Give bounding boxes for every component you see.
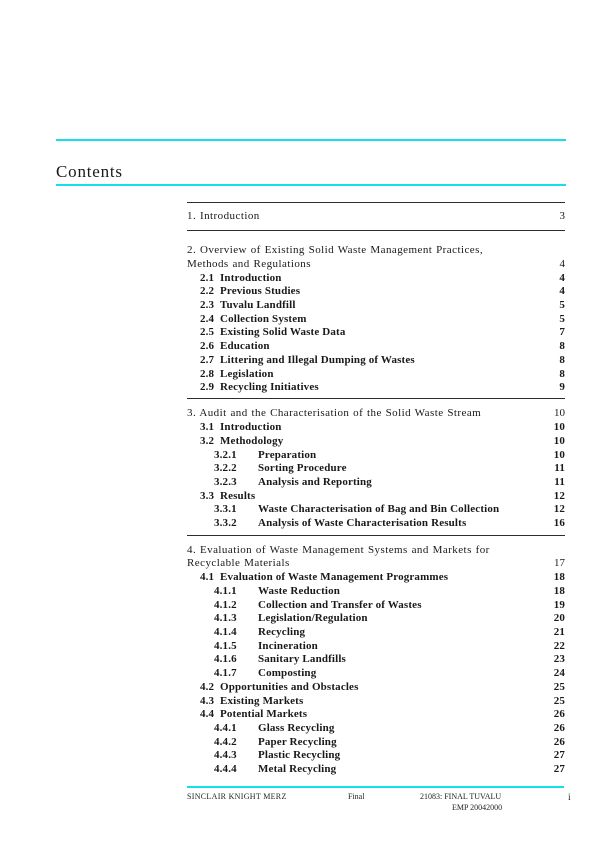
toc-item-title: Education [220, 340, 270, 353]
toc-item-title: Glass Recycling [258, 721, 335, 734]
toc-section-title-row [187, 544, 565, 558]
toc-item-page-number: 20 [553, 612, 565, 625]
toc-item-number: 2.4 [200, 312, 215, 325]
toc-section-title-row [187, 557, 565, 571]
toc-item-number: 4.1.1 [214, 584, 237, 597]
toc-item-page-number: 4 [559, 271, 565, 284]
toc-item [187, 571, 565, 585]
toc-item-title: Paper Recycling [258, 735, 337, 748]
toc-item-page-number: 24 [553, 667, 565, 680]
toc-item-number: 4.1.7 [214, 667, 237, 680]
toc-item-page-number: 18 [553, 571, 565, 584]
toc-section-title: Recyclable Materials [187, 557, 290, 570]
toc-item-title: Sorting Procedure [258, 462, 347, 475]
toc-item-number: 4.1 [200, 571, 215, 584]
toc-item-page-number: 8 [559, 367, 565, 380]
toc-item-number: 4.4.4 [214, 763, 237, 776]
toc-item-number: 2.6 [200, 340, 215, 353]
toc-item-title: Introduction [220, 421, 282, 434]
toc-item [187, 599, 565, 613]
toc-item-title: Waste Reduction [258, 584, 340, 597]
toc-item [187, 326, 565, 340]
toc-item-page-number: 4 [559, 285, 565, 298]
toc-item-number: 4.4.1 [214, 721, 237, 734]
toc-item [187, 517, 565, 531]
toc-item-title: Plastic Recycling [258, 749, 341, 762]
toc-item-title: Recycling [258, 625, 306, 638]
toc-section-title-row [187, 210, 565, 224]
toc-item-number: 3.2 [200, 434, 215, 447]
toc-section-page-number: 4 [559, 257, 565, 270]
toc-item-page-number: 9 [559, 381, 565, 394]
toc-item [187, 421, 565, 435]
toc-item [187, 695, 565, 709]
toc-section [187, 203, 565, 230]
footer-document-status: Final [348, 792, 365, 801]
toc-item [187, 708, 565, 722]
toc-item-title: Collection System [220, 312, 307, 325]
toc-item-number: 3.3 [200, 489, 215, 502]
toc-item-number: 4.2 [200, 680, 215, 693]
toc-item-page-number: 25 [553, 694, 565, 707]
toc-section-title-row [187, 407, 565, 421]
toc-item [187, 626, 565, 640]
toc-item-page-number: 8 [559, 340, 565, 353]
toc-item-number: 3.1 [200, 421, 215, 434]
toc-item-title: Evaluation of Waste Management Programmes [220, 571, 449, 584]
toc-item-title: Existing Solid Waste Data [220, 326, 346, 339]
toc-item-number: 2.1 [200, 271, 215, 284]
toc-item-number: 2.7 [200, 353, 215, 366]
toc-item-title: Opportunities and Obstacles [220, 680, 359, 693]
toc-section-page-number: 17 [554, 557, 565, 570]
toc-section-page-number: 10 [554, 407, 565, 420]
toc-item [187, 736, 565, 750]
toc-item-page-number: 8 [559, 353, 565, 366]
toc-item-page-number: 18 [553, 584, 565, 597]
toc-item-number: 2.3 [200, 299, 215, 312]
toc-item [187, 340, 565, 354]
toc-item-page-number: 21 [553, 625, 565, 638]
page-title: Contents [56, 162, 123, 181]
toc-item-page-number: 16 [553, 517, 565, 530]
toc-item-page-number: 11 [554, 475, 565, 488]
toc-item-number: 4.1.3 [214, 612, 237, 625]
footer-reference-line1: 21083: FINAL TUVALU [420, 792, 502, 801]
toc-item [187, 299, 565, 313]
toc-item-page-number: 10 [553, 434, 565, 447]
toc-item-title: Incineration [258, 639, 318, 652]
toc-item-page-number: 12 [553, 503, 565, 516]
toc-section-page-number: 3 [559, 209, 565, 222]
toc-item [187, 285, 565, 299]
toc-item [187, 381, 565, 395]
footer-document-reference [420, 792, 502, 813]
toc-item-page-number: 23 [553, 653, 565, 666]
toc-item-page-number: 26 [553, 708, 565, 721]
toc-item-page-number: 26 [553, 735, 565, 748]
toc-item-title: Results [220, 489, 256, 502]
toc-section [187, 544, 565, 777]
toc-divider-rule [187, 398, 565, 399]
toc-item-page-number: 27 [553, 763, 565, 776]
toc-item-title: Composting [258, 667, 317, 680]
toc-item-title: Littering and Illegal Dumping of Wastes [220, 353, 415, 366]
toc-item-number: 4.4 [200, 708, 215, 721]
toc-item-title: Analysis of Waste Characterisation Results [258, 517, 467, 530]
toc-item-title: Legislation [220, 367, 274, 380]
footer-reference-line2: EMP 20042000 [452, 802, 503, 812]
toc-item-title: Sanitary Landfills [258, 653, 346, 666]
footer-page-number: i [568, 793, 571, 803]
toc-item [187, 462, 565, 476]
toc-section-title: 1. Introduction [187, 209, 260, 222]
toc-item-page-number: 26 [553, 721, 565, 734]
toc-section-title: Methods and Regulations [187, 257, 311, 270]
toc-item-number: 3.3.1 [214, 503, 237, 516]
toc-item-number: 3.3.2 [214, 517, 237, 530]
toc-section-title: 4. Evaluation of Waste Management Systems and Markets for [187, 543, 490, 556]
toc-item [187, 368, 565, 382]
toc-item [187, 667, 565, 681]
toc-section-title: 3. Audit and the Characterisation of the Solid Waste Stream [187, 407, 482, 420]
toc-item-title: Preparation [258, 448, 317, 461]
toc-item-number: 4.4.3 [214, 749, 237, 762]
toc-item-number: 2.9 [200, 381, 215, 394]
toc-item-number: 3.2.3 [214, 475, 237, 488]
toc-item [187, 272, 565, 286]
toc-item-number: 4.4.2 [214, 735, 237, 748]
footer-company-name: SINCLAIR KNIGHT MERZ [187, 792, 287, 801]
toc-section-title: 2. Overview of Existing Solid Waste Management Practices, [187, 244, 484, 257]
toc-item-title: Potential Markets [220, 708, 308, 721]
toc-item-number: 2.2 [200, 285, 215, 298]
toc-item [187, 585, 565, 599]
top-accent-rule [56, 139, 566, 141]
toc-item [187, 763, 565, 777]
toc-item [187, 681, 565, 695]
toc-item [187, 313, 565, 327]
toc-item [187, 435, 565, 449]
toc-item-page-number: 5 [559, 312, 565, 325]
toc-item [187, 354, 565, 368]
toc-item [187, 722, 565, 736]
toc-item-title: Tuvalu Landfill [220, 299, 296, 312]
toc-item [187, 503, 565, 517]
toc-divider-rule [187, 535, 565, 536]
toc-item-page-number: 5 [559, 299, 565, 312]
table-of-contents [187, 202, 565, 777]
toc-item-title: Methodology [220, 434, 284, 447]
toc-item-number: 4.1.2 [214, 598, 237, 611]
toc-item-page-number: 7 [559, 326, 565, 339]
toc-item-number: 2.8 [200, 367, 215, 380]
toc-item-title: Existing Markets [220, 694, 304, 707]
toc-item-number: 3.2.1 [214, 448, 237, 461]
toc-item-title: Introduction [220, 271, 282, 284]
toc-item [187, 612, 565, 626]
toc-item-page-number: 19 [553, 598, 565, 611]
toc-item-number: 4.1.6 [214, 653, 237, 666]
toc-item-number: 3.2.2 [214, 462, 237, 475]
toc-item-title: Legislation/Regulation [258, 612, 368, 625]
toc-item [187, 449, 565, 463]
toc-item-title: Collection and Transfer of Wastes [258, 598, 422, 611]
toc-item-title: Previous Studies [220, 285, 301, 298]
toc-item-title: Analysis and Reporting [258, 475, 372, 488]
toc-item-title: Recycling Initiatives [220, 381, 319, 394]
toc-item-number: 4.3 [200, 694, 215, 707]
footer-accent-rule [187, 786, 564, 788]
toc-item-page-number: 11 [554, 462, 565, 475]
toc-item [187, 476, 565, 490]
toc-item-page-number: 12 [553, 489, 565, 502]
toc-item [187, 640, 565, 654]
toc-item [187, 653, 565, 667]
toc-item-number: 4.1.5 [214, 639, 237, 652]
toc-section-title-row [187, 244, 565, 258]
toc-item [187, 749, 565, 763]
toc-divider-rule [187, 230, 565, 231]
toc-item [187, 490, 565, 504]
heading-underline-rule [56, 184, 566, 186]
toc-section [187, 244, 565, 398]
toc-section-title-row [187, 258, 565, 272]
toc-item-title: Waste Characterisation of Bag and Bin Collection [258, 503, 500, 516]
toc-item-number: 2.5 [200, 326, 215, 339]
toc-item-page-number: 22 [553, 639, 565, 652]
toc-item-page-number: 25 [553, 680, 565, 693]
toc-section [187, 407, 565, 534]
toc-item-number: 4.1.4 [214, 625, 237, 638]
toc-item-title: Metal Recycling [258, 763, 337, 776]
toc-item-page-number: 27 [553, 749, 565, 762]
toc-item-page-number: 10 [553, 421, 565, 434]
toc-item-page-number: 10 [553, 448, 565, 461]
